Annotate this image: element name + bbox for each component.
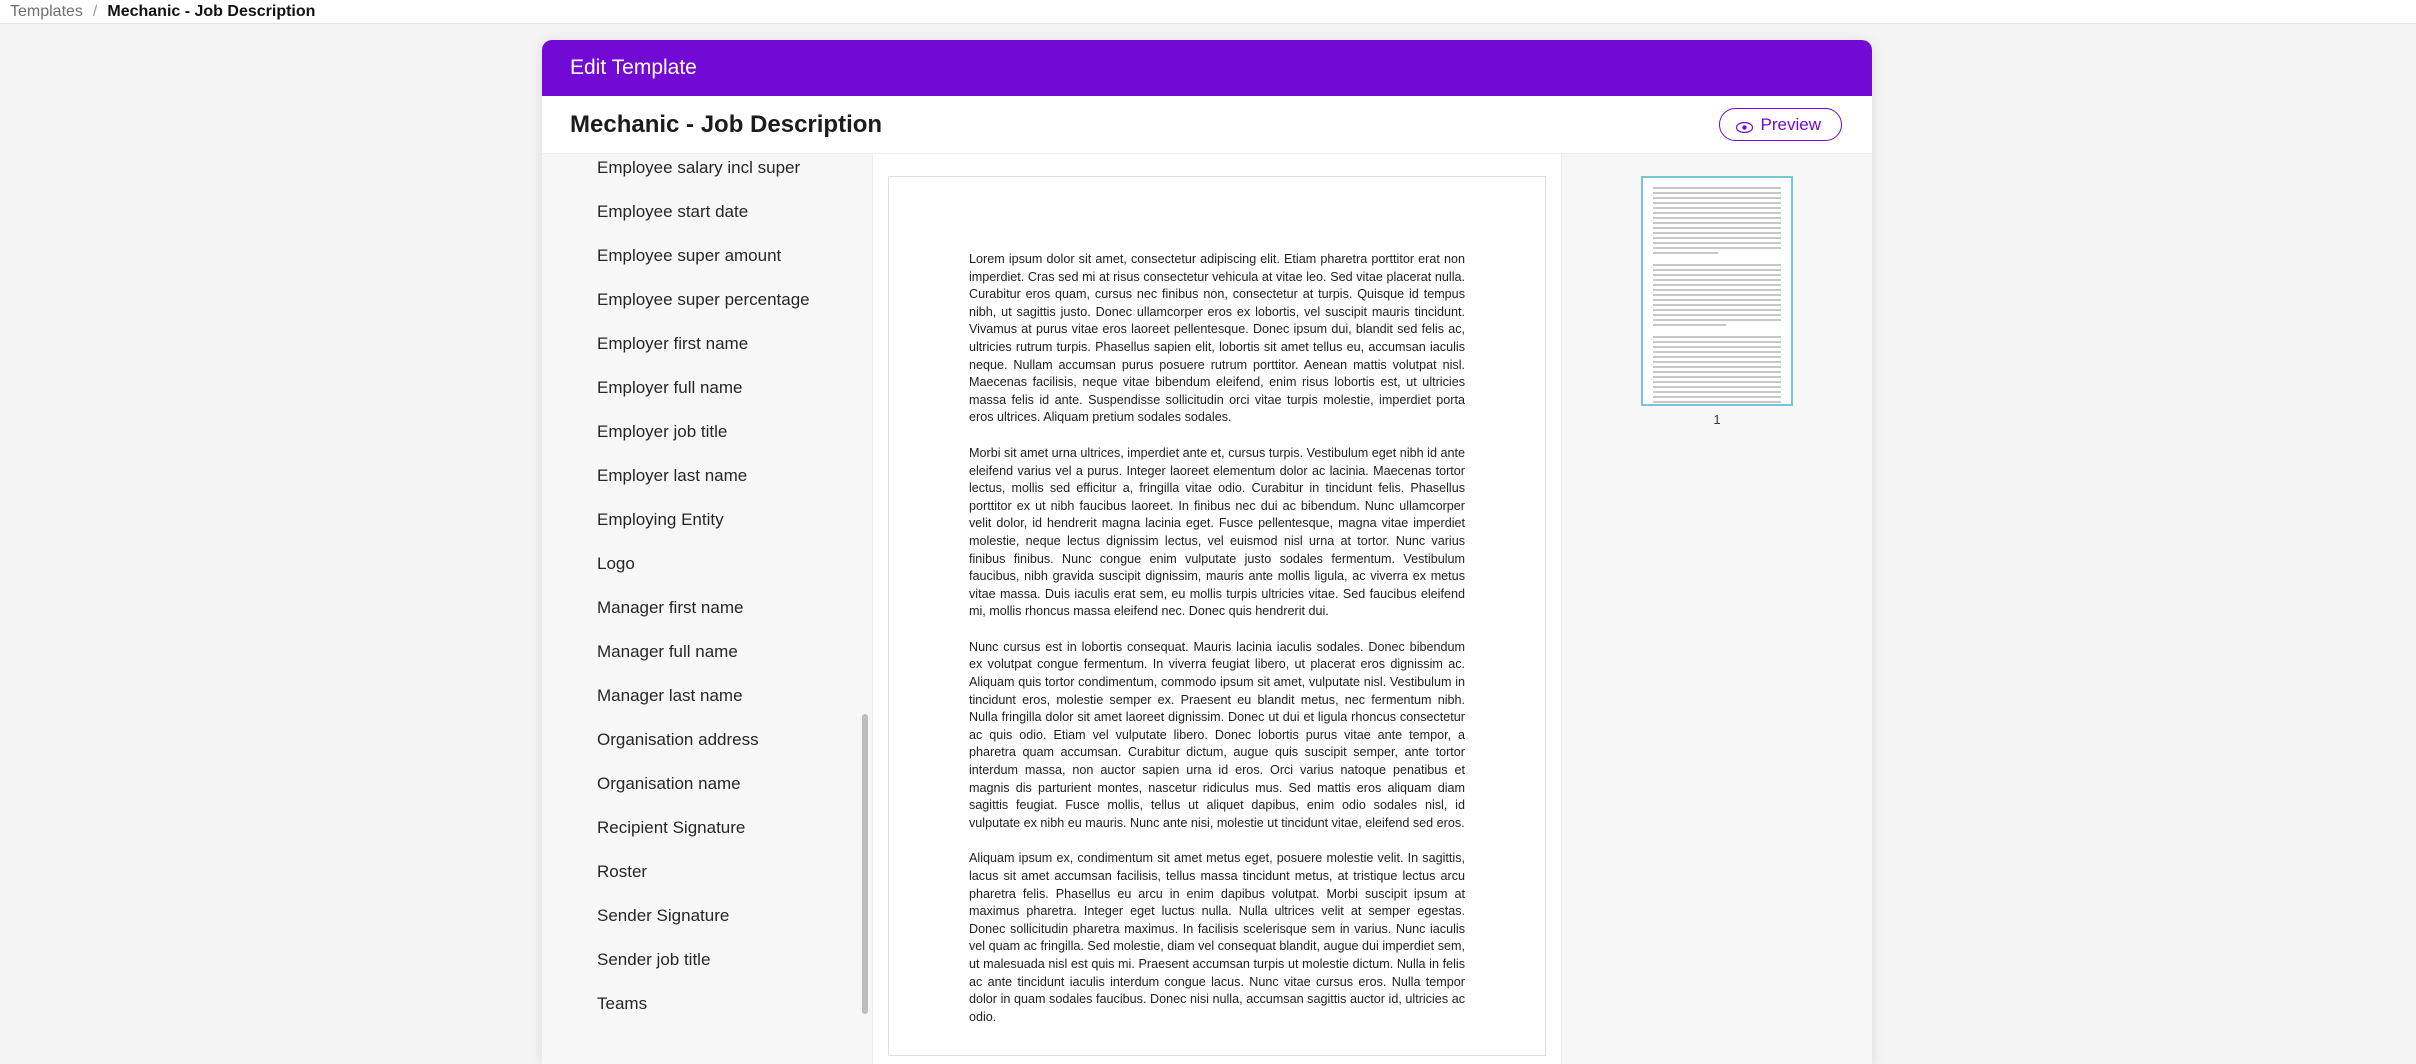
merge-field-item[interactable]: Employee super percentage xyxy=(597,290,810,309)
thumbnail-text-line xyxy=(1653,284,1781,286)
modal-body xyxy=(542,154,1872,1064)
thumbnail-text-line xyxy=(1653,324,1726,326)
thumbnail-text-line xyxy=(1653,351,1781,353)
thumbnail-text-line xyxy=(1653,227,1781,229)
thumbnail-text-line xyxy=(1653,207,1781,209)
thumbnail-text-line xyxy=(1653,376,1781,378)
thumbnail-text-line xyxy=(1653,396,1781,398)
thumbnail-text-line xyxy=(1653,346,1781,348)
page-thumbnails-panel xyxy=(1562,154,1872,1064)
thumbnail-text-line xyxy=(1653,309,1781,311)
merge-field-item[interactable]: Sender Signature xyxy=(597,906,730,925)
thumbnail-text-line xyxy=(1653,336,1781,338)
merge-field-item[interactable]: Employing Entity xyxy=(597,510,724,529)
merge-field-item[interactable]: Recipient Signature xyxy=(597,818,746,837)
merge-field-item[interactable]: Employer full name xyxy=(597,378,743,397)
thumbnail-text-line xyxy=(1653,269,1781,271)
merge-field-item[interactable]: Roster xyxy=(597,862,648,881)
thumbnail-text-line xyxy=(1653,279,1781,281)
thumbnail-text-line xyxy=(1653,222,1781,224)
merge-field-item[interactable]: Employer last name xyxy=(597,466,748,485)
merge-field-item[interactable]: Employer first name xyxy=(597,334,749,353)
breadcrumb-separator: / xyxy=(92,2,98,20)
document-page[interactable] xyxy=(888,176,1546,1056)
breadcrumb xyxy=(0,0,2416,24)
edit-template-modal xyxy=(542,40,1872,1064)
thumbnail-text-line xyxy=(1653,361,1781,363)
document-paragraph: Aliquam ipsum ex, condimentum sit amet metus eget, posuere molestie velit. In sagittis, lacus sit amet accumsan facilisis, tellus massa tincidunt metus, at tristique lectus arcu pharetra felis. Phasellus eu arcu in enim dapibus volutpat. Morbi suscipit ipsum at maximus pharetra. Integer eget luctus nulla. Nulla ultrices velit at semper egestas. Donec sollicitudin pharetra maximus. In facilisis scelerisque sem in varius. Nunc iaculis vel quam ac fringilla. Sed molestie, diam vel consequat blandit, augue dui imperdiet sem, ut malesuada nisl est quis mi. Praesent accumsan turpis ut molestie dictum. Nulla in felis ac ante tincidunt iaculis interdum congue lacus. Nunc vitae cursus eros. Nulla tempor dolor in quam sodales faucibus. Donec nisi nulla, accumsan sagittis auctor id, ultricies ac odio. xyxy=(969,851,1465,1024)
merge-field-item[interactable]: Teams xyxy=(597,994,648,1013)
merge-field-item[interactable]: Employer job title xyxy=(597,422,728,441)
breadcrumb-current: Mechanic - Job Description xyxy=(107,2,316,20)
thumbnail-text-line xyxy=(1653,294,1781,296)
thumbnail-text-line xyxy=(1653,252,1718,254)
thumbnail-text-line xyxy=(1653,356,1781,358)
document-paragraph: Nunc cursus est in lobortis consequat. Mauris lacinia iaculis sodales. Donec bibendum ex volutpat congue fermentum. In viverra feugiat libero, ut placerat eros dignissim ac. Aliquam quis tortor condimentum, commodo ipsum sit amet, vulputate nisl. Vestibulum in tincidunt eros, molestie semper ex. Praesent eu blandit metus, nec fermentum nibh. Nulla fringilla dolor sit amet laoreet dignissim. Donec ut dui et ligula rhoncus consectetur ac quis odio. Etiam vel vulputate libero. Donec lobortis purus vitae ante tempor, a pharetra quam accumsan. Curabitur dictum, augue quis suscipit semper, ante tortor interdum massa, non auctor sapien urna id eros. Orci varius natoque penatibus et magnis dis parturient montes, nascetur ridiculus mus. Sed mattis eros aliquam diam sagittis feugiat. Fusce mollis, tellus ut aliquet dapibus, enim odio sodales nisl, id vulputate ex nibh eu mauris. Nunc ante nisi, molestie ut tincidunt vitae, eleifend sed eros. xyxy=(969,639,1465,830)
page-title: Mechanic - Job Description xyxy=(570,110,883,138)
merge-fields-scrollbar-thumb[interactable] xyxy=(862,714,868,1014)
merge-fields-list xyxy=(542,154,872,1026)
thumbnail-text-line xyxy=(1653,341,1781,343)
merge-field-item[interactable]: Logo xyxy=(597,554,635,573)
thumbnail-text-line xyxy=(1653,274,1781,276)
thumbnail-paragraph-gap xyxy=(1653,329,1781,336)
merge-field-item[interactable]: Employee salary incl super xyxy=(597,158,801,177)
thumbnail-text-line xyxy=(1653,192,1781,194)
thumbnail-text-line xyxy=(1653,212,1781,214)
merge-fields-panel xyxy=(542,154,873,1064)
modal-header xyxy=(542,40,1872,96)
thumbnail-text-line xyxy=(1653,232,1781,234)
merge-field-item[interactable]: Manager full name xyxy=(597,642,738,661)
merge-field-item[interactable]: Manager first name xyxy=(597,598,744,617)
merge-field-item[interactable]: Employee super amount xyxy=(597,246,782,265)
breadcrumb-parent-link[interactable]: Templates xyxy=(10,2,83,20)
thumbnail-text-line xyxy=(1653,314,1781,316)
eye-icon xyxy=(1736,119,1753,130)
thumbnail-text-line xyxy=(1653,401,1781,403)
thumbnail-text-line xyxy=(1653,242,1781,244)
thumbnail-text-line xyxy=(1653,319,1781,321)
thumbnail-text-line xyxy=(1653,304,1781,306)
merge-field-item[interactable]: Organisation address xyxy=(597,730,759,749)
merge-field-item[interactable]: Sender job title xyxy=(597,950,711,969)
merge-field-item[interactable]: Organisation name xyxy=(597,774,741,793)
preview-button[interactable] xyxy=(1719,108,1842,141)
thumbnail-text-line xyxy=(1653,187,1781,189)
thumbnail-text-line xyxy=(1653,289,1781,291)
modal-header-title: Edit Template xyxy=(570,56,697,79)
page-thumbnail-preview[interactable] xyxy=(1641,176,1793,406)
page-thumbnail[interactable] xyxy=(1641,176,1793,427)
thumbnail-text-line xyxy=(1653,197,1781,199)
thumbnail-text-line xyxy=(1653,237,1781,239)
thumbnail-paragraph-gap xyxy=(1653,257,1781,264)
thumbnail-text-line xyxy=(1653,371,1781,373)
merge-field-item[interactable]: Employee start date xyxy=(597,202,749,221)
document-paragraph: Morbi sit amet urna ultrices, imperdiet ante et, cursus turpis. Vestibulum eget nibh id ante eleifend varius vel a purus. Integer laoreet elementum dolor ac lacinia. Maecenas tortor lectus, mollis sed efficitur a, fringilla vitae odio. Curabitur in tincidunt felis. Phasellus porttitor ex ut nibh faucibus laoreet. In finibus nec dui ac bibendum. Nunc ullamcorper velit dolor, id hendrerit magna lacinia eget. Fusce pellentesque, magna vitae imperdiet molestie, neque lectus dignissim lectus, vel euismod nisl urna at tortor. Nunc varius finibus finibus. Nunc congue enim vulputate justo sodales fermentum. Vestibulum faucibus, nibh gravida suscipit dignissim, mauris ante mollis ligula, ac viverra ex metus vitae massa. Duis iaculis erat sem, eu mollis turpis ultricies vitae. Sed faucibus eleifend mi, mollis rhoncus massa eleifend nec. Donec quis hendrerit dui. xyxy=(969,445,1465,619)
merge-field-item[interactable]: Manager last name xyxy=(597,686,743,705)
merge-fields-scrollbar[interactable] xyxy=(862,154,868,1064)
thumbnail-text-line xyxy=(1653,391,1781,393)
thumbnail-text-line xyxy=(1653,366,1781,368)
thumbnail-text-line xyxy=(1653,386,1781,388)
thumbnail-text-line xyxy=(1653,381,1781,383)
thumbnail-text-line xyxy=(1653,247,1781,249)
document-editor-panel[interactable] xyxy=(873,154,1562,1064)
modal-subheader xyxy=(542,96,1872,154)
thumbnail-text-line xyxy=(1653,217,1781,219)
thumbnail-text-line xyxy=(1653,299,1781,301)
thumbnail-text-line xyxy=(1653,264,1781,266)
preview-button-label: Preview xyxy=(1760,115,1821,134)
page-thumbnail-label: 1 xyxy=(1713,412,1721,427)
document-paragraph: Lorem ipsum dolor sit amet, consectetur adipiscing elit. Etiam pharetra porttitor erat non imperdiet. Cras sed mi at risus consectetur vehicula at vitae leo. Sed vitae placerat nulla. Curabitur eros quam, cursus nec finibus non, consectetur at turpis. Quisque id tempus nibh, ut sagittis justo. Donec ullamcorper eros ex lobortis, vel suscipit mauris tincidunt. Vivamus at purus vitae eros laoreet pellentesque. Donec ipsum dui, blandit sed felis ac, ultricies rutrum turpis. Phasellus sapien elit, lobortis sit amet tellus eu, accumsan iaculis neque. Nullam accumsan purus posuere rutrum porttitor. Aenean mattis volutpat nisl. Maecenas facilisis, neque vitae bibendum eleifend, enim risus lobortis est, ut ultricies massa felis id ante. Suspendisse sollicitudin orci vitae turpis molestie, imperdiet porta eros ultrices. Aliquam pretium sodales sodales. xyxy=(969,252,1465,425)
thumbnail-text-line xyxy=(1653,202,1781,204)
